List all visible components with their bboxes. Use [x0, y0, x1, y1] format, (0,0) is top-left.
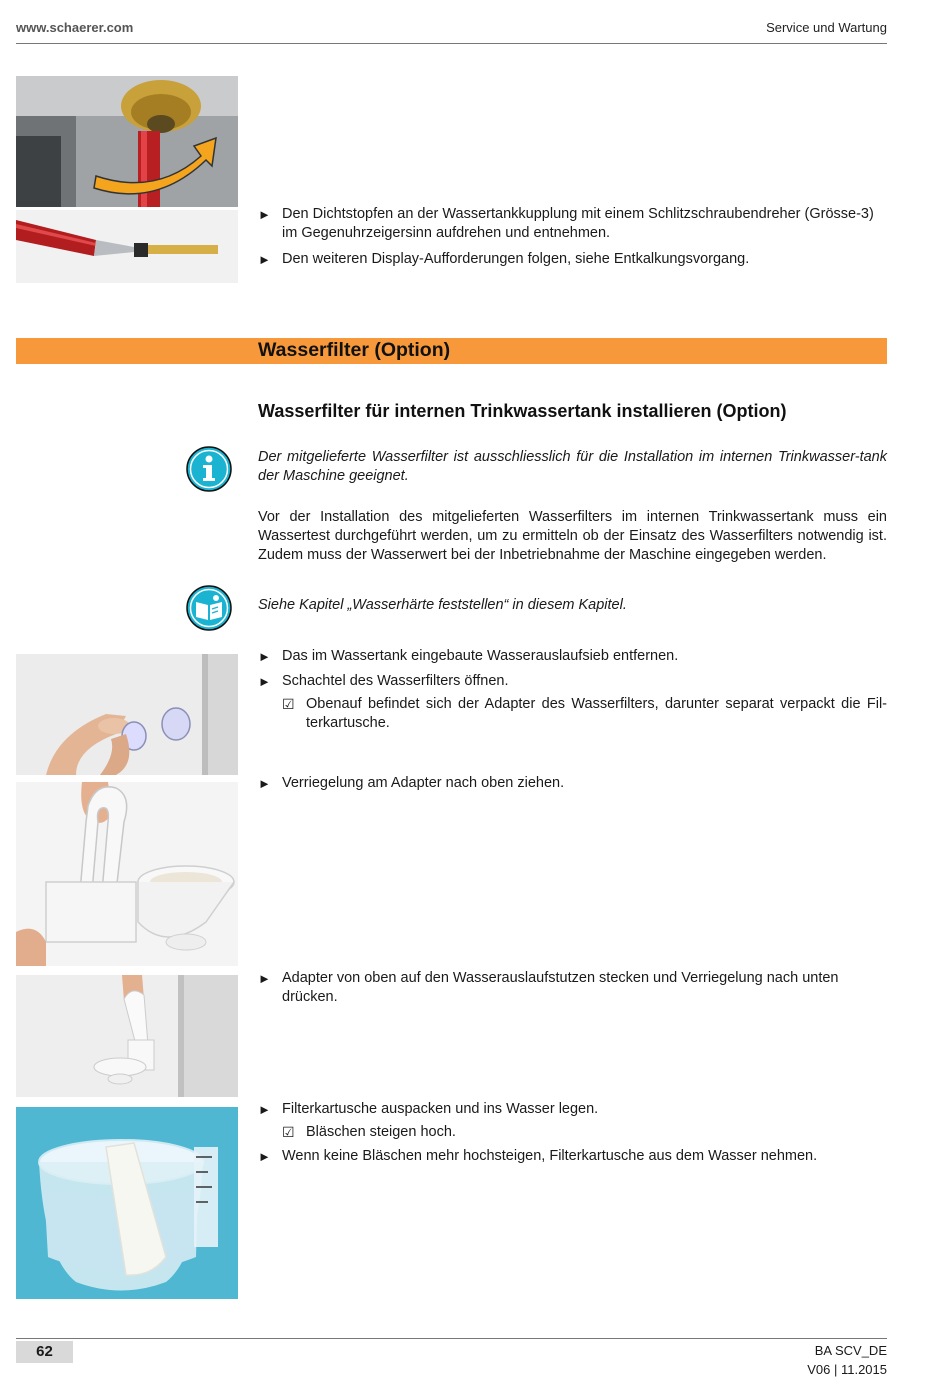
reference-note: Siehe Kapitel „Wasserhärte feststellen“ in diesem Kapitel.	[258, 597, 627, 613]
info-icon	[186, 446, 232, 492]
result-checkbox-icon: ☑	[282, 696, 295, 712]
bullet-marker: ►	[258, 1149, 271, 1164]
website-url: www.schaerer.com	[16, 20, 134, 35]
instruction-step: ► Filterkartusche auspacken und ins Wasser legen.	[258, 1101, 599, 1117]
section-title: Wasserfilter (Option)	[258, 339, 451, 361]
bullet-marker: ►	[258, 674, 271, 689]
instruction-step: ► Wenn keine Bläschen mehr hochsteigen, Filterkartusche aus dem Wasser nehmen.	[258, 1148, 818, 1164]
document-id: BA SCV_DE	[814, 1343, 887, 1358]
instruction-step: ► Den weiteren Display-Aufforderungen folgen, siehe Entkalkungsvorgang.	[258, 251, 750, 267]
bullet-marker: ►	[258, 971, 271, 986]
photo-adapter-lock	[16, 782, 238, 966]
subsection-title: Wasserfilter für internen Trinkwassertank installieren (Option)	[258, 401, 787, 421]
step-result: ☑ Obenauf befindet sich der Adapter des Wasserfilters, darunter separat verpackt die Fil-terkartusche.	[282, 696, 887, 731]
photo-screwdriver	[16, 210, 238, 283]
instruction-step: ► Schachtel des Wasserfilters öffnen.	[258, 673, 509, 689]
page-number: 62	[36, 1343, 53, 1360]
manual-reference-icon	[186, 585, 232, 631]
footer-rule	[16, 1338, 887, 1339]
instruction-step: ► Verriegelung am Adapter nach oben ziehen.	[258, 775, 565, 791]
photo-coupling	[16, 76, 238, 207]
intro-paragraph: Vor der Installation des mitgelieferten Wasserfilters im internen Trinkwassertank muss ein Wassertest durchgeführt werden, um zu ermitteln ob der Einsatz des Wasserfilters notwendig ist. Zudem muss der Wasserwert bei der Inbetriebnahme der Maschine eingegeben werden.	[258, 509, 887, 563]
section-heading-bar	[16, 338, 887, 364]
instruction-step: ► Adapter von oben auf den Wasserauslaufstutzen stecken und Verriegelung nach unten drücken.	[258, 970, 839, 1005]
bullet-marker: ►	[258, 252, 271, 267]
chapter-title: Service und Wartung	[766, 20, 887, 35]
instruction-step: ► Den Dichtstopfen an der Wassertankkupplung mit einem Schlitzschraubendreher (Grösse-3) im Gegenuhrzeigersinn aufdrehen und entnehmen.	[258, 206, 874, 241]
info-note: Der mitgelieferte Wasserfilter ist ausschliesslich für die Installation im internen Trinkwasser-tank der Maschine geeignet.	[258, 449, 887, 484]
bullet-marker: ►	[258, 649, 271, 664]
photo-strainer-removal	[16, 654, 238, 775]
document-version: V06 | 11.2015	[807, 1362, 887, 1377]
bullet-marker: ►	[258, 1102, 271, 1117]
page-number-box	[16, 1341, 73, 1363]
result-checkbox-icon: ☑	[282, 1124, 295, 1140]
photo-cartridge-water	[16, 1107, 238, 1299]
step-result: ☑ Bläschen steigen hoch.	[282, 1124, 456, 1140]
header-rule	[16, 43, 887, 44]
instruction-step: ► Das im Wassertank eingebaute Wasserauslaufsieb entfernen.	[258, 648, 679, 664]
bullet-marker: ►	[258, 776, 271, 791]
photo-adapter-insert	[16, 975, 238, 1097]
bullet-marker: ►	[258, 207, 271, 222]
